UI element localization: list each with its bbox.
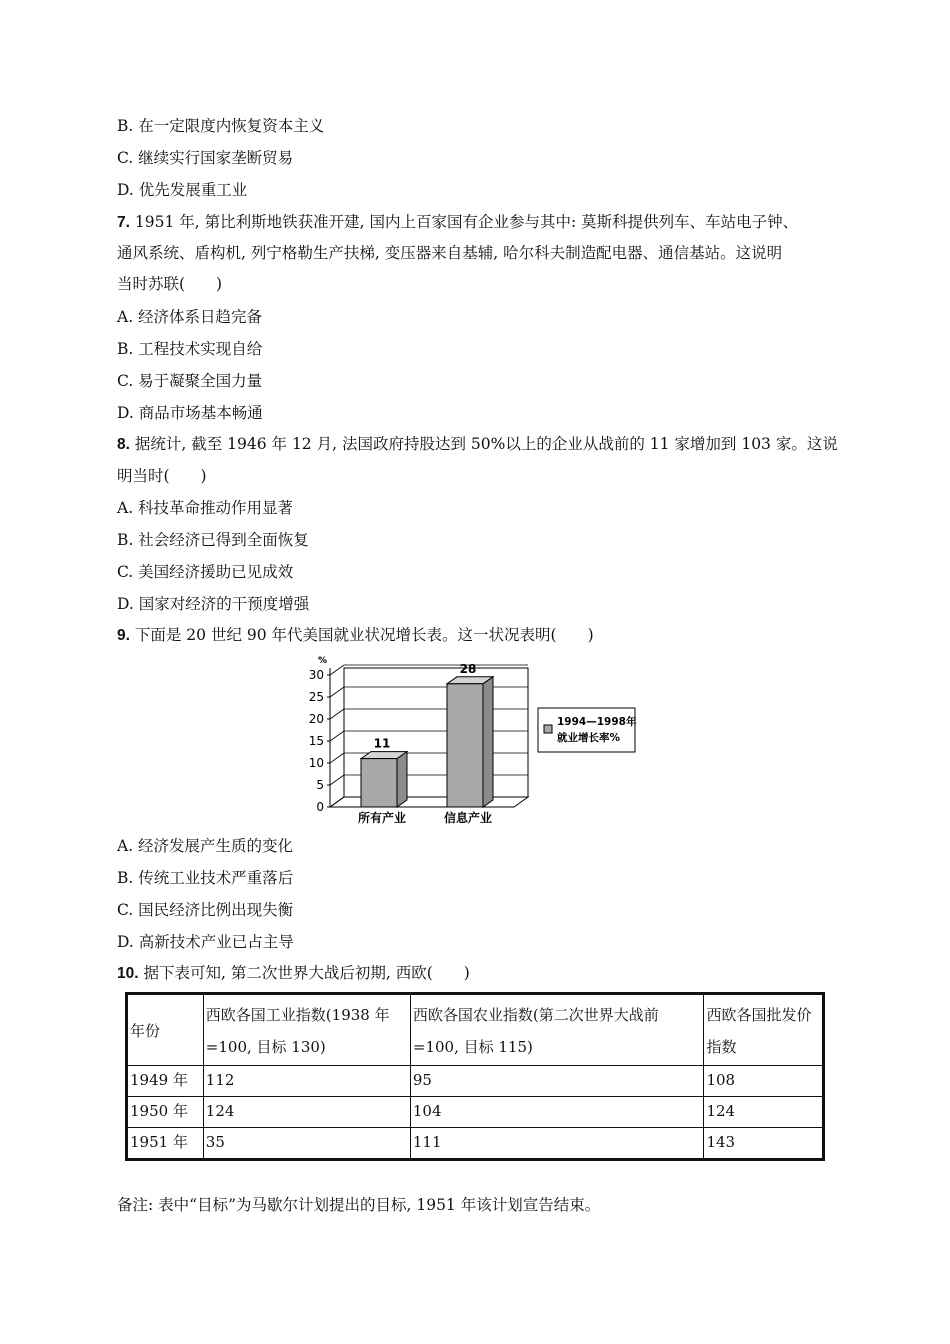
q8-number: 8. [117,436,130,453]
table-cell: 1950 年 [127,1097,204,1128]
q8-option-c: C. 美国经济援助已见成效 [117,563,294,581]
legend-label-line1: 1994—1998年 [557,716,637,728]
q6-option-c: C. 继续实行国家垄断贸易 [117,149,294,167]
q8-stem-line1 [117,434,838,455]
table-cell: 143 [704,1128,824,1160]
y-tick-label: 30 [308,668,324,682]
table-row [127,1097,824,1128]
y-tick-label: 5 [316,778,324,792]
q7-stem-text1: 1951 年, 第比利斯地铁获准开建, 国内上百家国有企业参与其中: 莫斯科提供列车、车站电子钟、 [129,213,799,231]
table-cell: 124 [704,1097,824,1128]
table-cell: 95 [410,1066,704,1097]
table-cell: 1951 年 [127,1128,204,1160]
q8-option-a: A. 科技革命推动作用显著 [117,499,294,517]
gridline-diagonal [330,709,344,719]
q7-option-b: B. 工程技术实现自给 [117,340,263,358]
table-cell: 112 [203,1066,410,1097]
q10-stem-text: 据下表可知, 第二次世界大战后初期, 西欧( ) [138,964,470,982]
q7-stem-line1 [117,212,798,233]
q6-option-b: B. 在一定限度内恢复资本主义 [117,117,325,135]
q9-stem [117,625,594,646]
bar [447,677,493,807]
q9-option-b: B. 传统工业技术严重落后 [117,869,294,887]
y-unit-label: % [318,656,328,666]
data-label: 28 [459,661,477,676]
q7-stem-line3: 当时苏联( ) [117,275,223,293]
q8-stem-line2: 明当时( ) [117,467,207,485]
y-tick-label: 15 [308,734,324,748]
table-cell: 1949 年 [127,1066,204,1097]
legend-swatch [544,725,552,733]
gridline-diagonal [330,775,344,785]
q9-option-c: C. 国民经济比例出现失衡 [117,901,294,919]
gridline-diagonal [330,731,344,741]
q9-number: 9. [117,627,130,644]
legend-box [538,708,635,752]
y-tick-label: 0 [316,800,324,814]
index-table [125,992,825,1161]
q9-stem-text: 下面是 20 世纪 90 年代美国就业状况增长表。这一状况表明( ) [129,626,594,644]
q10-number: 10. [117,965,139,982]
q10-table-note: 备注: 表中“目标”为马歇尔计划提出的目标, 1951 年该计划宣告结束。 [117,1196,601,1214]
employment-growth-chart [308,652,638,830]
table-header-cell: 西欧各国工业指数(1938 年 =100, 目标 130) [203,994,410,1066]
legend-label-line2: 就业增长率% [557,732,621,744]
q7-option-c: C. 易于凝聚全国力量 [117,372,263,390]
q10-stem [117,963,470,984]
q8-option-d: D. 国家对经济的干预度增强 [117,595,310,613]
y-tick-label: 10 [308,756,324,770]
table-cell: 108 [704,1066,824,1097]
table-row [127,1066,824,1097]
q7-option-a: A. 经济体系日趋完备 [117,308,263,326]
data-label: 11 [373,736,391,751]
table-cell: 35 [203,1128,410,1160]
table-header-cell: 西欧各国批发价 指数 [704,994,824,1066]
gridline-diagonal [330,687,344,697]
q8-stem-text1: 据统计, 截至 1946 年 12 月, 法国政府持股达到 50%以上的企业从战前的 11 家增加到 103 家。这说 [129,435,838,453]
table-row [127,1128,824,1160]
table-header-cell: 年份 [127,994,204,1066]
table-cell: 124 [203,1097,410,1128]
q6-option-d: D. 优先发展重工业 [117,181,248,199]
gridline-diagonal [330,753,344,763]
bar-front [447,684,483,807]
q8-option-b: B. 社会经济已得到全面恢复 [117,531,309,549]
bar-front [361,759,397,807]
y-tick-label: 25 [308,690,324,704]
table-cell: 104 [410,1097,704,1128]
table-header-row [127,994,824,1066]
bar-side [397,752,407,807]
gridline-diagonal [330,665,344,675]
q7-stem-line2: 通风系统、盾构机, 列宁格勒生产扶梯, 变压器来自基辅, 哈尔科夫制造配电器、通信基站。这说明 [117,244,783,262]
table-header-cell: 西欧各国农业指数(第二次世界大战前 =100, 目标 115) [410,994,704,1066]
q9-option-d: D. 高新技术产业已占主导 [117,933,294,951]
bar-side [483,677,493,807]
bar [361,752,407,807]
y-tick-label: 20 [308,712,324,726]
q9-option-a: A. 经济发展产生质的变化 [117,837,294,855]
table-cell: 111 [410,1128,704,1160]
q7-number: 7. [117,214,130,231]
x-category-label: 所有产业 [357,811,407,825]
q7-option-d: D. 商品市场基本畅通 [117,404,263,422]
chart-floor [330,797,528,807]
x-category-label: 信息产业 [443,811,493,825]
